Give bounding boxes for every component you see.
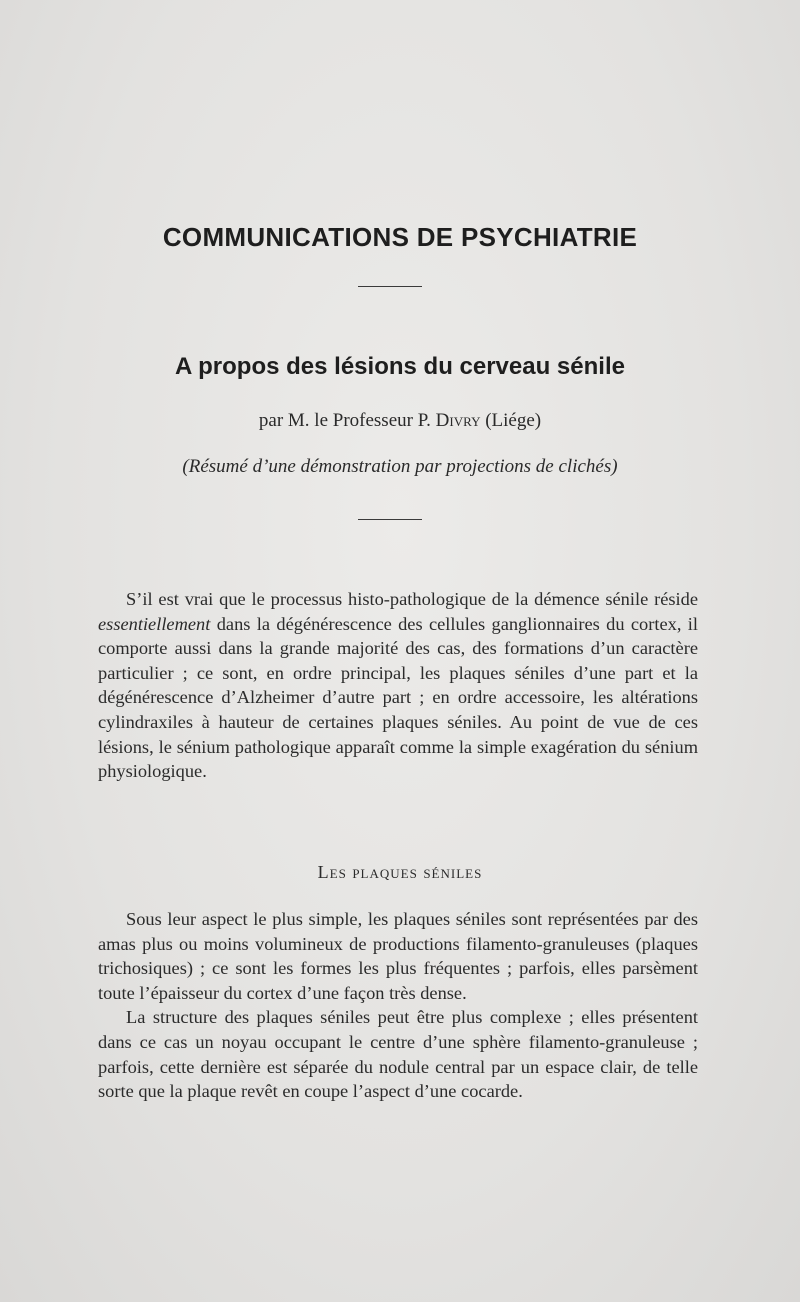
intro-text-2: dans la dégénérescence des cellules ganglionnaires du cortex, il comporte aussi dans la grande majorité des cas, des formations d’un caractère particulier ; ce sont, en ordre principal, les plaques séniles d’une part et la dégénérescence d’Alzheimer d’autre part ; en ordre accessoire, les altérations cylindraxiles à hauteur de certaines plaques séniles. Au point de vue de ces lésions, le sénium pathologique apparaît comme la simple exagération du sénium physiologique. bbox=[98, 613, 698, 782]
divider-top bbox=[358, 286, 422, 287]
author-prefix: par M. le Professeur P. bbox=[258, 410, 436, 431]
summary-line bbox=[0, 456, 800, 478]
article-title: A propos des lésions du cerveau sénile bbox=[175, 353, 625, 380]
author-line bbox=[0, 410, 800, 432]
subsection-heading: Les plaques séniles bbox=[317, 862, 483, 882]
section-paragraph-2: La structure des plaques séniles peut être plus complexe ; elles présentent dans ce cas un noyau occupant le centre d’une sphère filamento-granuleuse ; parfois, cette dernière est séparée du nodule central par un espace clair, de telle sorte que la plaque revêt en coupe l’aspect d’une cocarde. bbox=[98, 1007, 698, 1102]
intro-emphasis: essentiellement bbox=[98, 613, 211, 634]
divider-bottom bbox=[358, 519, 422, 520]
author-name: Divry bbox=[435, 410, 481, 431]
section-body bbox=[98, 907, 698, 1104]
summary-text: (Résumé d’une démonstration par projections de clichés) bbox=[182, 456, 618, 477]
author-suffix: (Liége) bbox=[480, 410, 542, 431]
intro-text-1: S’il est vrai que le processus histo-pathologique de la démence sénile réside bbox=[126, 589, 698, 609]
intro-paragraph bbox=[98, 587, 698, 784]
section-paragraph-1: Sous leur aspect le plus simple, les plaques séniles sont représentées par des amas plus ou moins volumineux de productions filamento-granuleuses (plaques trichosiques) ; ce sont les formes les plus fréquentes ; parfois, elles parsèment toute l’épaisseur du cortex d’une façon très dense. bbox=[98, 909, 698, 1003]
section-heading: COMMUNICATIONS DE PSYCHIATRIE bbox=[162, 222, 638, 252]
